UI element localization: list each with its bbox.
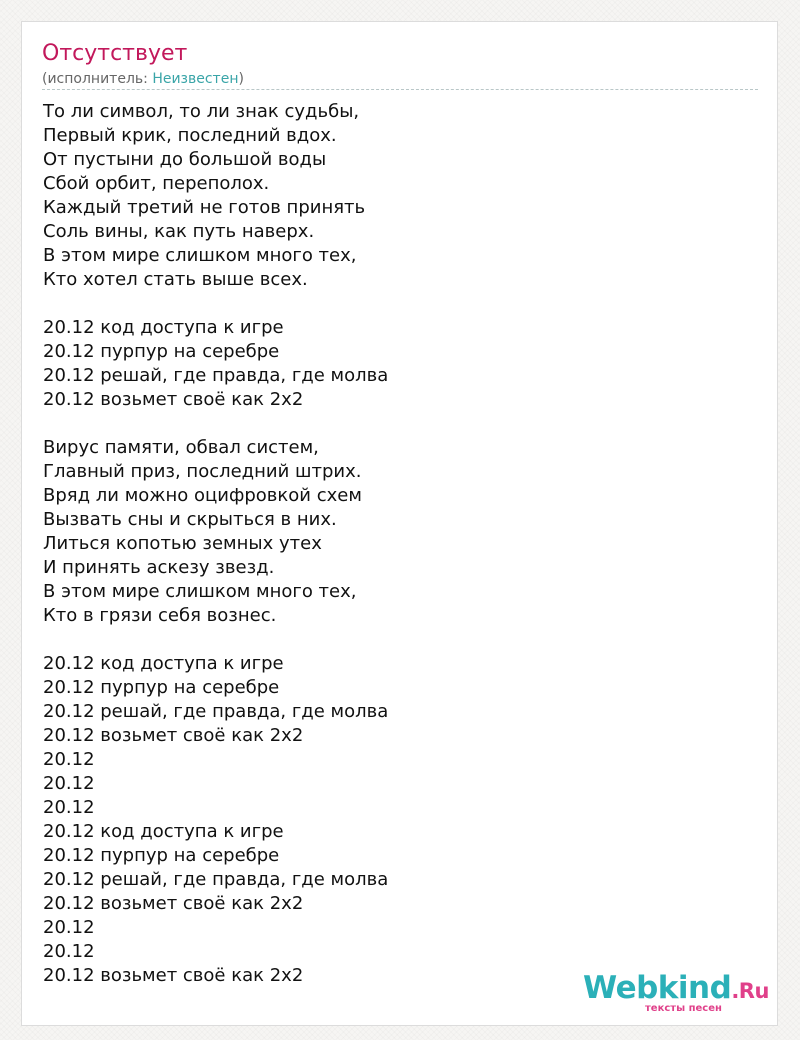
lyrics-text bbox=[43, 100, 743, 988]
lyric-line: 20.12 bbox=[43, 917, 95, 938]
lyric-line: 20.12 решай, где правда, где молва bbox=[43, 869, 389, 890]
lyric-line: 20.12 код доступа к игре bbox=[43, 821, 284, 842]
lyric-blank-line bbox=[43, 412, 743, 436]
lyric-line: 20.12 возьмет своё как 2х2 bbox=[43, 893, 304, 914]
lyric-line: И принять аскезу звезд. bbox=[43, 557, 275, 578]
lyric-line: Главный приз, последний штрих. bbox=[43, 461, 362, 482]
artist-suffix: ) bbox=[238, 71, 244, 87]
lyric-line: В этом мире слишком много тех, bbox=[43, 581, 357, 602]
lyric-line: 20.12 bbox=[43, 941, 95, 962]
lyric-line: То ли символ, то ли знак судьбы, bbox=[43, 101, 360, 122]
lyric-line: 20.12 возьмет своё как 2х2 bbox=[43, 965, 304, 986]
lyric-line: 20.12 пурпур на серебре bbox=[43, 341, 280, 362]
lyric-line: 20.12 пурпур на серебре bbox=[43, 677, 280, 698]
logo-main-text: Webkind bbox=[583, 970, 732, 1006]
lyric-line: Каждый третий не готов принять bbox=[43, 197, 366, 218]
lyric-line: 20.12 возьмет своё как 2х2 bbox=[43, 725, 304, 746]
lyric-line: Сбой орбит, переполох. bbox=[43, 173, 270, 194]
lyric-line: Кто хотел стать выше всех. bbox=[43, 269, 308, 290]
logo-tld-text: .Ru bbox=[731, 979, 769, 1003]
site-logo[interactable] bbox=[583, 970, 783, 1020]
artist-line bbox=[42, 70, 244, 88]
lyric-line: Вызвать сны и скрыться в них. bbox=[43, 509, 337, 530]
lyric-line: 20.12 код доступа к игре bbox=[43, 317, 284, 338]
lyric-line: 20.12 решай, где правда, где молва bbox=[43, 701, 389, 722]
lyric-blank-line bbox=[43, 292, 743, 316]
lyric-line: Вряд ли можно оцифровкой схем bbox=[43, 485, 362, 506]
lyric-line: 20.12 bbox=[43, 797, 95, 818]
title-divider bbox=[42, 89, 758, 90]
artist-link[interactable]: Неизвестен bbox=[152, 71, 239, 87]
lyric-line: Кто в грязи себя вознес. bbox=[43, 605, 277, 626]
lyric-line: 20.12 bbox=[43, 749, 95, 770]
lyric-line: От пустыни до большой воды bbox=[43, 149, 327, 170]
lyric-line: Соль вины, как путь наверх. bbox=[43, 221, 315, 242]
lyric-line: Первый крик, последний вдох. bbox=[43, 125, 337, 146]
lyric-line: Вирус памяти, обвал систем, bbox=[43, 437, 319, 458]
logo-tagline: тексты песен bbox=[645, 1003, 722, 1014]
lyric-blank-line bbox=[43, 628, 743, 652]
lyric-line: 20.12 код доступа к игре bbox=[43, 653, 284, 674]
lyric-line: В этом мире слишком много тех, bbox=[43, 245, 357, 266]
song-title: Отсутствует bbox=[42, 41, 188, 66]
lyric-line: 20.12 пурпур на серебре bbox=[43, 845, 280, 866]
lyric-line: 20.12 возьмет своё как 2х2 bbox=[43, 389, 304, 410]
lyric-line: 20.12 bbox=[43, 773, 95, 794]
lyric-line: 20.12 решай, где правда, где молва bbox=[43, 365, 389, 386]
artist-prefix: (исполнитель: bbox=[42, 71, 153, 87]
lyric-line: Литься копотью земных утех bbox=[43, 533, 322, 554]
